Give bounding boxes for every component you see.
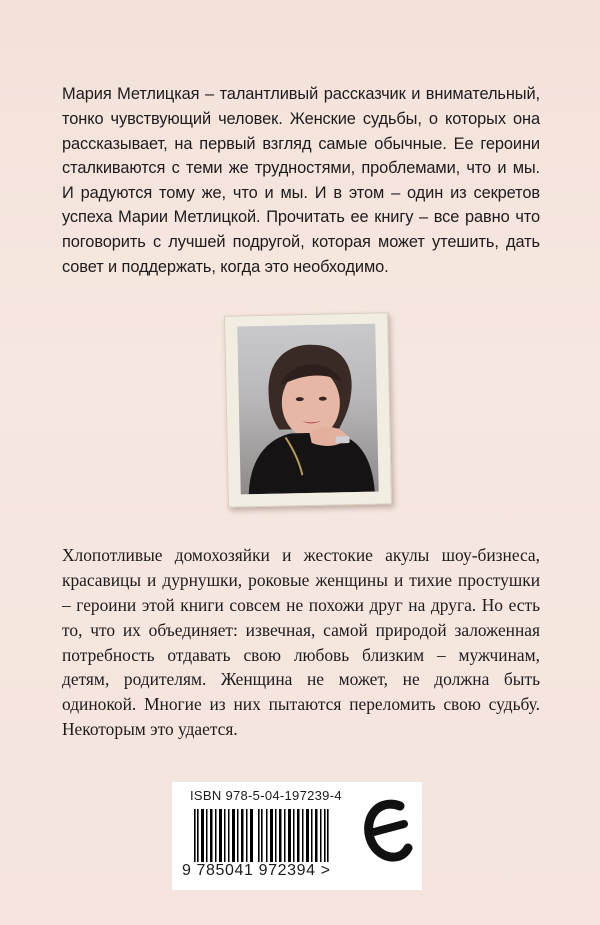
barcode-digits: 9 785041 972394 > [180, 862, 352, 880]
author-description: Мария Метлицкая – талантливый рассказчик и внимательный, тонко чувствующий человек. Женские судьбы, о которых она рассказывает, на первый взгляд самые обычные. Ее героини сталкиваются с теми же трудностями, проблемами, что и мы. И радуются тому же, что и мы. И в этом – один из секретов успеха Марии Метлицкой. Прочитать ее книгу – все равно что поговорить с лучшей подругой, которая может утешить, дать совет и поддержать, когда это необходимо. [62, 85, 540, 276]
isbn-label: ISBN 978-5-04-197239-4 [190, 788, 342, 803]
isbn-barcode-panel [172, 782, 422, 890]
author-photo [237, 324, 378, 495]
author-portrait-illustration [237, 324, 378, 495]
eksmo-logo-icon [360, 792, 414, 878]
author-photo-frame [224, 312, 392, 507]
book-description: Хлопотливые домохозяйки и жестокие акулы шоу-бизнеса, красавицы и дурнушки, роковые женщины и тихие простушки – героини этой книги совсем не похожи друг на друга. Но есть то, что их объединяет: извечная, самой природой заложенная потребность отдавать свою любовь близким – мужчинам, детям, родителям. Женщина не может, не должна быть одинокой. Многие из них пытаются переломить свою судьбу. Некоторым это удается. [62, 545, 540, 739]
